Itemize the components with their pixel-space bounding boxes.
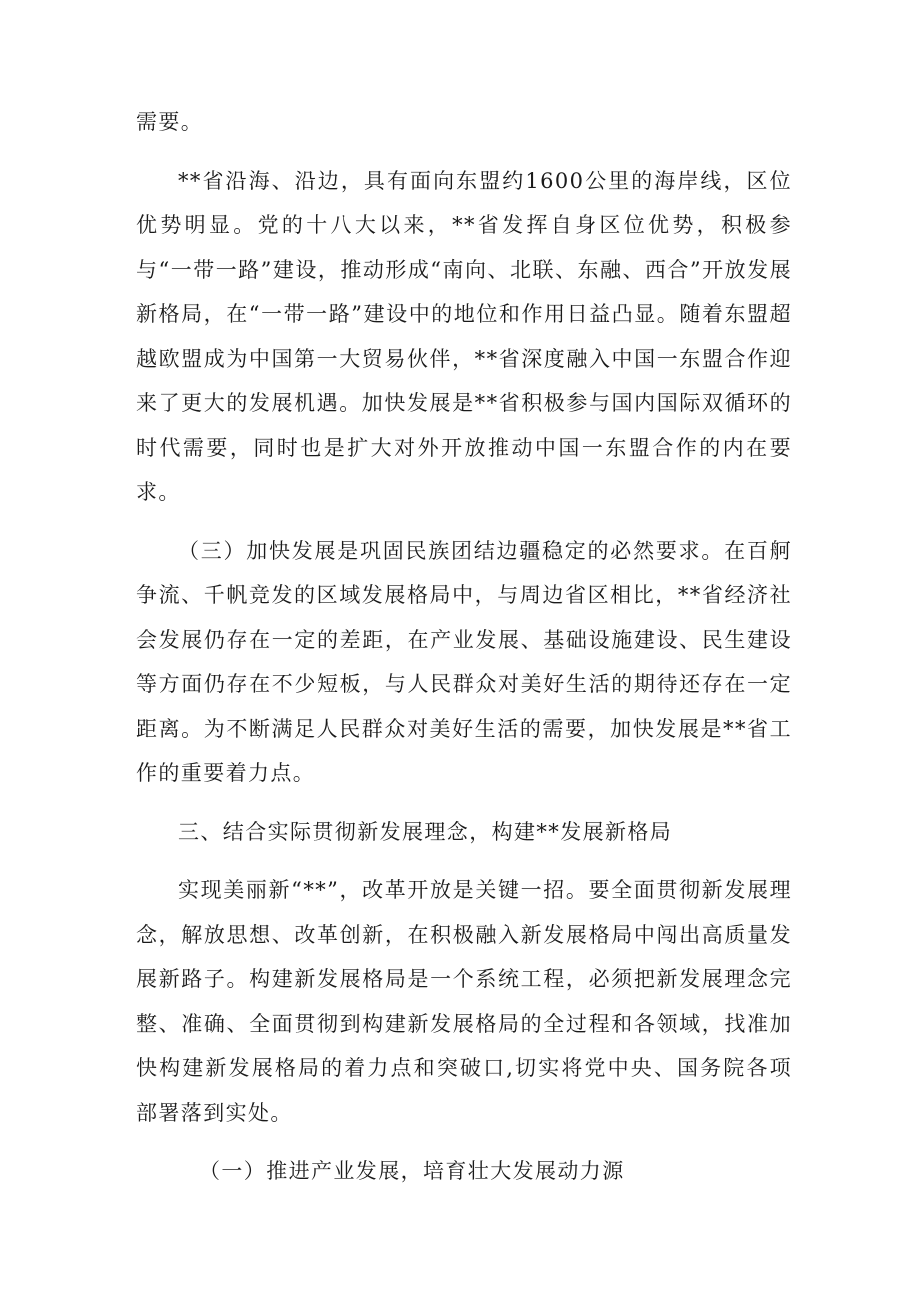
paragraph-reform-opening: 实现美丽新“**”，改革开放是关键一招。要全面贯彻新发展理念，解放思想、改革创新，在积极融入新发展格局中闯出高质量发展新路子。构建新发展格局是一个系统工程，必须把新发展理念完整、准确、全面贯彻到构建新发展格局的全过程和各领域，找准加快构建新发展格局的着力点和突破口,切实将党中央、国务院各项部署落到实处。 (136, 878, 792, 1125)
document-page (136, 100, 792, 1208)
paragraph-coastal-advantage: **省沿海、沿边，具有面向东盟约1600公里的海岸线，区位优势明显。党的十八大以来，**省发挥自身区位优势，积极参与“一带一路”建设，推动形成“南向、北联、东融、西合”开放发展新格局，在“一带一路”建设中的地位和作用日益凸显。随着东盟超越欧盟成为中国第一大贸易伙伴，**省深度融入中国一东盟合作迎来了更大的发展机遇。加快发展是**省积极参与国内国际双循环的时代需要，同时也是扩大对外开放推动中国一东盟合作的内在要求。 (136, 168, 792, 504)
paragraph-ethnic-unity: （三）加快发展是巩固民族团结边疆稳定的必然要求。在百舸争流、千帆竞发的区域发展格局中，与周边省区相比，**省经济社会发展仍存在一定的差距，在产业发展、基础设施建设、民生建设等方面仍存在不少短板，与人民群众对美好生活的期待还存在一定距离。为不断满足人民群众对美好生活的需要，加快发展是**省工作的重要着力点。 (136, 538, 792, 785)
section-heading-three: 三、结合实际贯彻新发展理念，构建**发展新格局 (178, 819, 673, 844)
subsection-heading-one: （一）推进产业发展，培育壮大发展动力源 (199, 1159, 625, 1183)
paragraph-continuation: 需要。 (136, 110, 204, 134)
